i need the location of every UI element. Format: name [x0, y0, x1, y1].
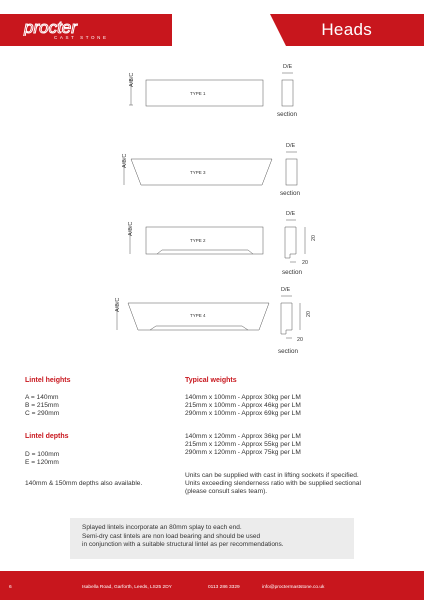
- type2-left-dim: A/B/C: [128, 221, 134, 236]
- lintel-height-b: B = 215mm: [25, 402, 59, 409]
- page-number: 6: [9, 585, 12, 590]
- type1-label: TYPE 1: [190, 91, 206, 96]
- weight-row: 215mm x 120mm - Approx 55kg per LM: [185, 441, 301, 448]
- lintel-depth-e: E = 120mm: [25, 459, 59, 466]
- lintel-height-c: C = 290mm: [25, 410, 60, 417]
- type2-side-dim: 20: [311, 235, 317, 241]
- type2-label: TYPE 2: [190, 238, 206, 243]
- page-title: Heads: [321, 20, 372, 39]
- weight-row: 140mm x 100mm - Approx 30kg per LM: [185, 394, 301, 401]
- type4-label: TYPE 4: [190, 313, 206, 318]
- type3-left-dim: A/B/C: [122, 153, 128, 168]
- footer-address: Isabella Road, Garforth, Leeds, LS25 2DY: [82, 585, 172, 590]
- note-line: Splayed lintels incorporate an 80mm splay to each end.: [82, 524, 242, 531]
- footer-phone: 0113 286 3329: [208, 585, 240, 590]
- supply-note: Units can be supplied with cast in lifting sockets if specified.: [185, 472, 359, 479]
- weight-row: 215mm x 100mm - Approx 46kg per LM: [185, 402, 301, 409]
- weight-row: 290mm x 100mm - Approx 69kg per LM: [185, 410, 301, 417]
- type2-drawing: [128, 211, 317, 276]
- footer-email[interactable]: info@proctermaststone.co.uk: [262, 585, 325, 590]
- logo-wordmark: procter: [24, 18, 77, 36]
- lintel-depths-heading: Lintel depths: [25, 433, 69, 440]
- type1-section-label: section: [277, 111, 297, 118]
- type4-side-dim: 20: [306, 311, 312, 317]
- type4-drawing: [115, 287, 312, 355]
- type2-bottom-dim: 20: [302, 260, 308, 266]
- weight-row: 290mm x 120mm - Approx 75kg per LM: [185, 449, 301, 456]
- type3-drawing: [122, 143, 300, 197]
- type2-top-dim: D/E: [286, 211, 296, 217]
- lintel-height-a: A = 140mm: [25, 394, 59, 401]
- type4-top-dim: D/E: [281, 287, 291, 293]
- type4-left-dim: A/B/C: [115, 297, 121, 312]
- type1-left-dim: A/B/C: [129, 72, 135, 87]
- depth-note: 140mm & 150mm depths also available.: [25, 480, 143, 487]
- type1-drawing: [129, 64, 297, 118]
- footer: [0, 571, 424, 600]
- note-line: Semi-dry cast lintels are non load bearing and should be used: [82, 532, 261, 540]
- lintel-heights-heading: Lintel heights: [25, 377, 71, 384]
- type4-bottom-dim: 20: [297, 337, 303, 343]
- type3-section-label: section: [280, 190, 300, 197]
- type1-top-dim: D/E: [283, 64, 293, 70]
- supply-note: Units exceeding slenderness ratio with be supplied sectional: [185, 480, 361, 487]
- type4-section-label: section: [278, 348, 298, 355]
- typical-weights-heading: Typical weights: [185, 377, 237, 384]
- splay-note-box: [70, 518, 354, 559]
- type2-section-label: section: [282, 269, 302, 276]
- supply-note: (please consult sales team).: [185, 488, 268, 495]
- weight-row: 140mm x 120mm - Approx 36kg per LM: [185, 433, 301, 440]
- type3-label: TYPE 3: [190, 170, 206, 175]
- type3-top-dim: D/E: [286, 143, 296, 149]
- logo-subtitle: CAST STONE: [54, 35, 109, 40]
- note-line: in conjunction with a suitable structural lintel as per recommendations.: [82, 541, 284, 549]
- lintel-depth-d: D = 100mm: [25, 451, 60, 458]
